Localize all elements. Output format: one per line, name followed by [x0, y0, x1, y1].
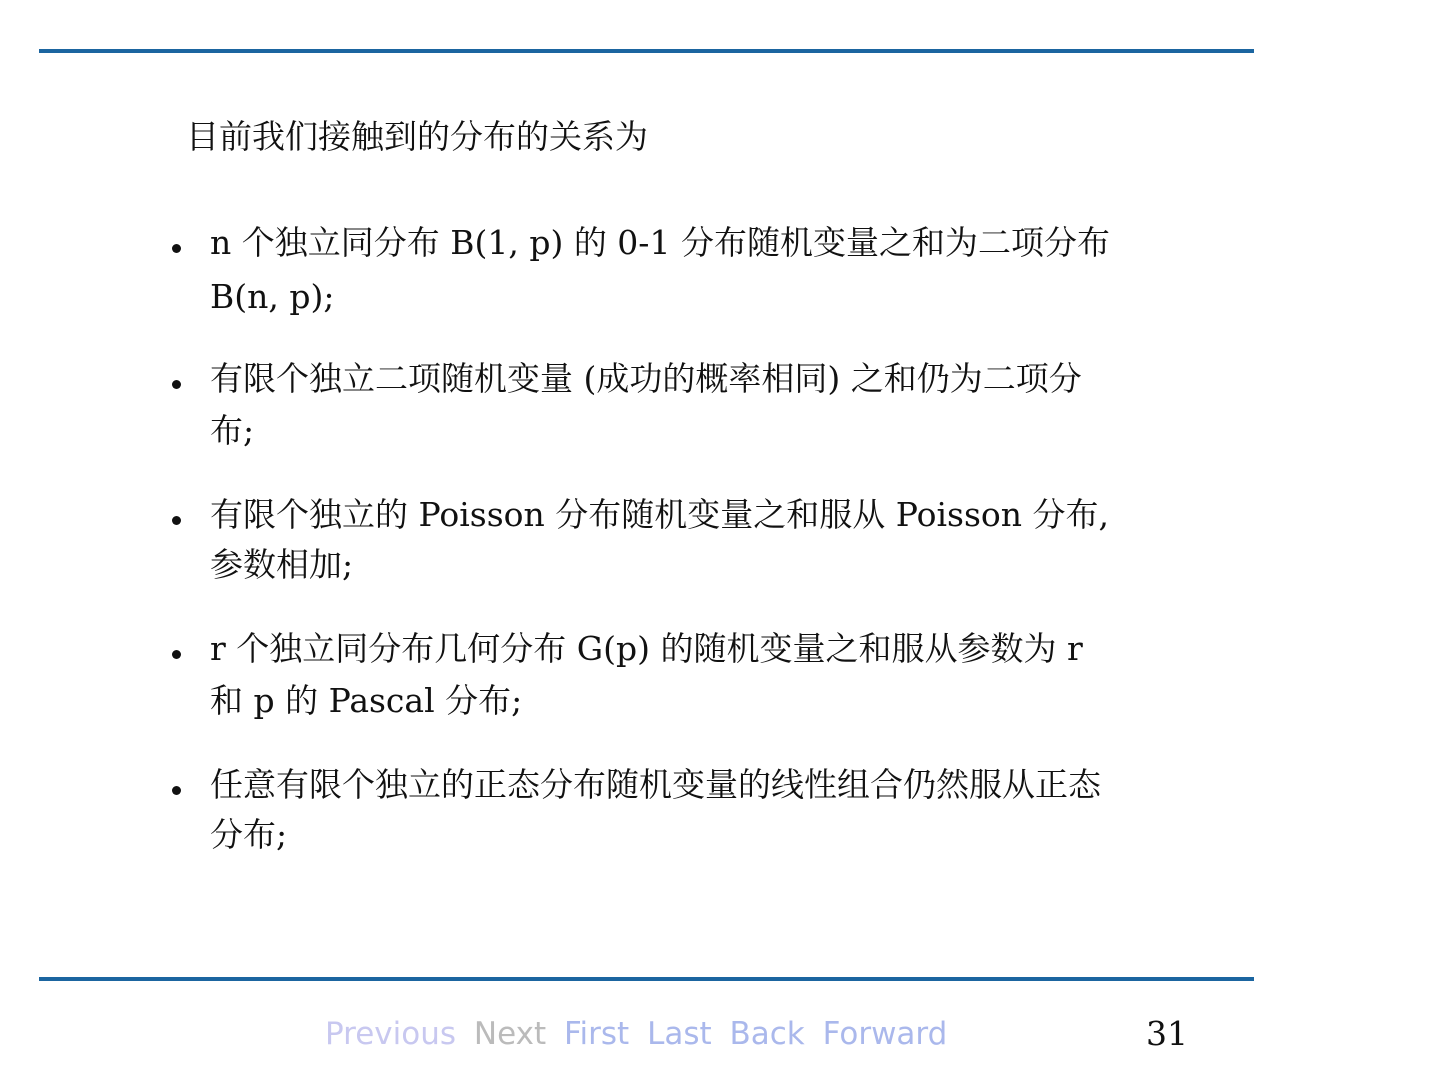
last-link[interactable]: Last: [647, 1016, 712, 1052]
list-item-line1: r 个独立同分布几何分布 G(p) 的随机变量之和服从参数为 r: [210, 629, 1083, 668]
next-link[interactable]: Next: [473, 1016, 547, 1052]
list-item-line1: 有限个独立的 Poisson 分布随机变量之和服从 Poisson 分布,: [210, 495, 1110, 534]
intro-text: 目前我们接触到的分布的关系为: [186, 117, 648, 156]
list-item-line2: 布;: [210, 411, 255, 450]
list-item-line2: 分布;: [210, 815, 288, 854]
bullet-icon: [172, 380, 181, 389]
bullet-icon: [172, 244, 181, 253]
bullet-icon: [172, 786, 181, 795]
top-rule: [39, 49, 1254, 53]
navigation-bar: [325, 1014, 955, 1054]
page-number: 31: [1146, 1014, 1188, 1053]
list-item-line2: 参数相加;: [210, 545, 354, 584]
first-link[interactable]: First: [563, 1016, 630, 1052]
bullet-icon: [172, 516, 181, 525]
bullet-icon: [172, 650, 181, 659]
forward-link[interactable]: Forward: [822, 1016, 948, 1052]
list-item-line1: n 个独立同分布 B(1, p) 的 0-1 分布随机变量之和为二项分布: [210, 223, 1110, 262]
bottom-rule: [39, 977, 1254, 981]
back-link[interactable]: Back: [729, 1016, 805, 1052]
list-item-line1: 有限个独立二项随机变量 (成功的概率相同) 之和仍为二项分: [210, 359, 1082, 398]
list-item-line2: 和 p 的 Pascal 分布;: [210, 681, 523, 720]
previous-link[interactable]: Previous: [325, 1016, 457, 1052]
list-item-line2: B(n, p);: [210, 277, 335, 316]
list-item-line1: 任意有限个独立的正态分布随机变量的线性组合仍然服从正态: [210, 765, 1101, 804]
